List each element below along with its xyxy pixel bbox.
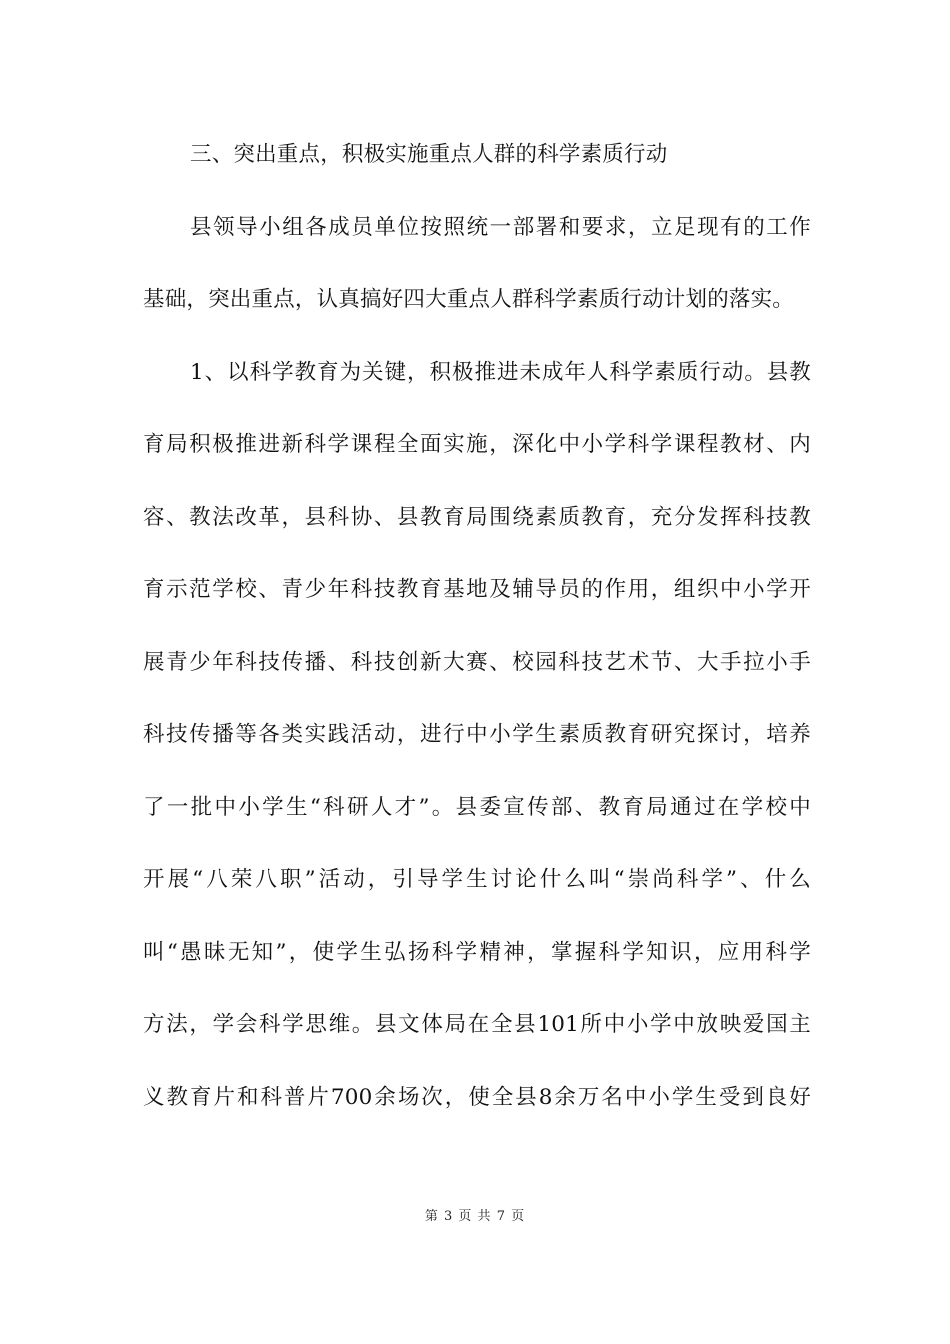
paragraph-line: 展青少年科技传播、科技创新大赛、校园科技艺术节、大手拉小手 — [143, 649, 811, 675]
paragraph-line: 科技传播等各类实践活动，进行中小学生素质教育研究探讨，培养 — [143, 722, 811, 747]
paragraph-line: 开展“八荣八职”活动，引导学生讨论什么叫“崇尚科学”、什么 — [143, 867, 811, 892]
paragraph-1 — [143, 201, 811, 346]
section-heading: 三、突出重点，积极实施重点人群的科学素质行动 — [190, 142, 668, 167]
paragraph-2 — [143, 346, 811, 1144]
paragraph-line: 义教育片和科普片700余场次，使全县8余万名中小学生受到良好 — [143, 1084, 811, 1110]
paragraph-line: 了一批中小学生“科研人才”。县委宣传部、教育局通过在学校中 — [143, 794, 811, 820]
paragraph-line: 容、教法改革，县科协、县教育局围绕素质教育，充分发挥科技教 — [143, 504, 811, 530]
document-body — [143, 128, 811, 1143]
paragraph-line: 育局积极推进新科学课程全面实施，深化中小学科学课程教材、内 — [143, 432, 811, 457]
paragraph-line: 育示范学校、青少年科技教育基地及辅导员的作用，组织中小学开 — [143, 577, 811, 602]
paragraph-line: 叫“愚昧无知”，使学生弘扬科学精神，掌握科学知识，应用科学 — [143, 939, 811, 965]
page-number-footer: 第 3 页 共 7 页 — [424, 1209, 526, 1224]
paragraph-line: 方法，学会科学思维。县文体局在全县101所中小学中放映爱国主 — [143, 1012, 811, 1037]
paragraph-line: 县领导小组各成员单位按照统一部署和要求，立足现有的工作 — [190, 214, 811, 240]
paragraph-line: 1、以科学教育为关键，积极推进未成年人科学素质行动。县教 — [190, 359, 811, 385]
paragraph-line: 基础，突出重点，认真搞好四大重点人群科学素质行动计划的落实。 — [143, 287, 795, 312]
